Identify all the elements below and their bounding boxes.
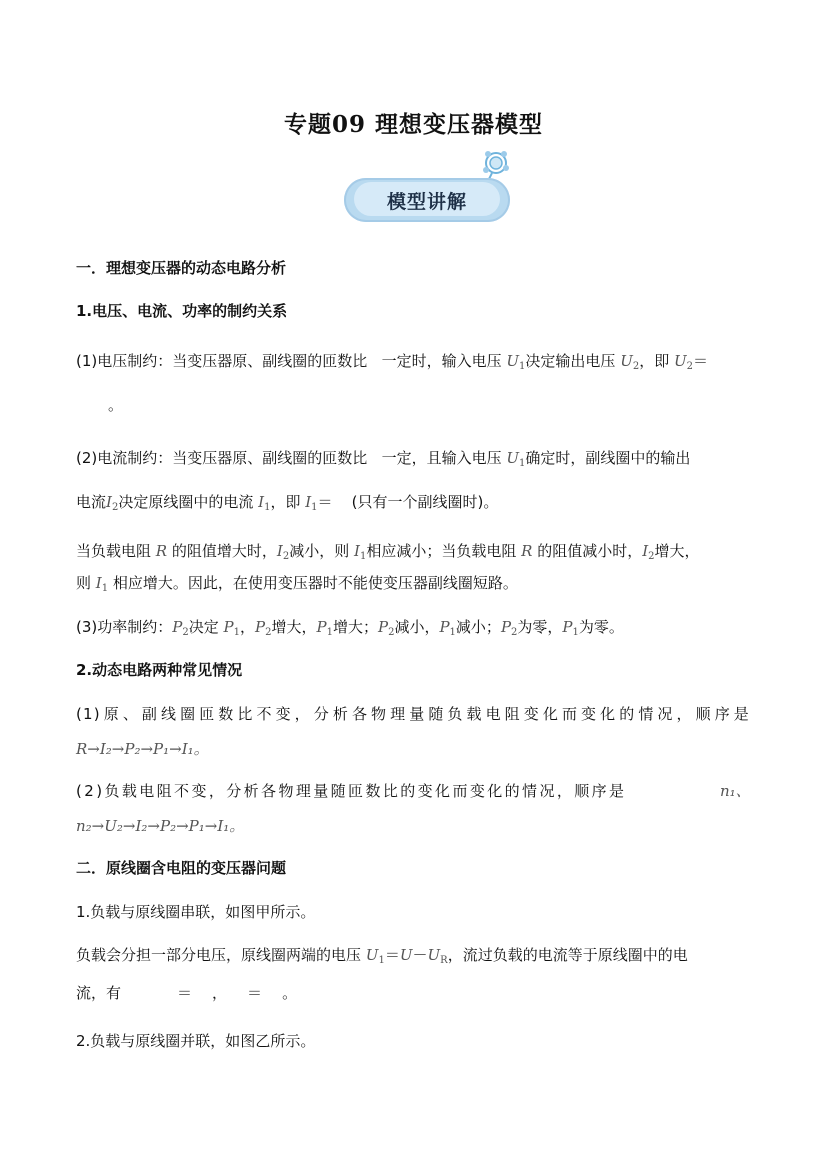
section1-heading: 一．理想变压器的动态电路分析 [76, 259, 287, 277]
page-title: 专题09 理想变压器模型 [283, 111, 543, 138]
paragraph-parallel: 2.负载与原线圈并联，如图乙所示。 [76, 1032, 316, 1050]
paragraph-case2-end: n₁、 [720, 782, 751, 800]
paragraph-case1-seq: R→I₂→P₂→P₁→I₁。 [76, 740, 209, 758]
section-badge [342, 146, 517, 228]
paragraph-voltage: (1)电压制约：当变压器原、副线圈的匝数比 一定时，输入电压 $U_1$决定输出电压 $U_2$，即 $U_2=$ [76, 352, 709, 372]
paragraph-power: (3)功率制约：$P_2$决定 $P_1$，$P_2$增大，$P_1$增大；$P_2$减小，$P_1$减小；$P_2$为零，$P_1$为零。 [76, 618, 624, 638]
paragraph-load: 当负载电阻 R 的阻值增大时，$I_2$减小，则 $I_1$相应减小；当负载电阻 R 的阻值减小时，$I_2$增大， [76, 542, 700, 562]
badge-label: 模型讲解 [386, 191, 467, 213]
paragraph-case2-seq: n₂→U₂→I₂→P₂→P₁→I₁。 [76, 817, 245, 835]
sub1-heading: 1.电压、电流、功率的制约关系 [76, 302, 288, 320]
paragraph-current-line2: 电流$I_2$决定原线圈中的电流 $I_1$，即 $I_1=$ (只有一个副线圈时)。 [76, 493, 499, 513]
paragraph-series-formula: 流，有 ＝ ， ＝ 。 [76, 984, 298, 1002]
section2-heading: 二．原线圈含电阻的变压器问题 [76, 859, 287, 877]
paragraph-case1: (1)原、副线圈匝数比不变，分析各物理量随负载电阻变化而变化的情况，顺序是 [76, 705, 750, 723]
paragraph-current: (2)电流制约：当变压器原、副线圈的匝数比 一定，且输入电压 $U_1$确定时，副线圈中的输出 [76, 449, 691, 469]
paragraph-case2: (2)负载电阻不变，分析各物理量随匝数比的变化而变化的情况，顺序是 [76, 782, 627, 800]
paragraph-series-detail: 负载会分担一部分电压，原线圈两端的电压 $U_1=U-U_R$，流过负载的电流等于原线圈中的电 [76, 946, 688, 966]
paragraph-load-line2: 则 $I_1$ 相应增大。因此，在使用变压器时不能使变压器副线圈短路。 [76, 574, 518, 594]
paragraph-voltage-end: 。 [108, 396, 124, 414]
paragraph-series: 1.负载与原线圈串联，如图甲所示。 [76, 903, 316, 921]
sub2-heading: 2.动态电路两种常见情况 [76, 661, 243, 679]
